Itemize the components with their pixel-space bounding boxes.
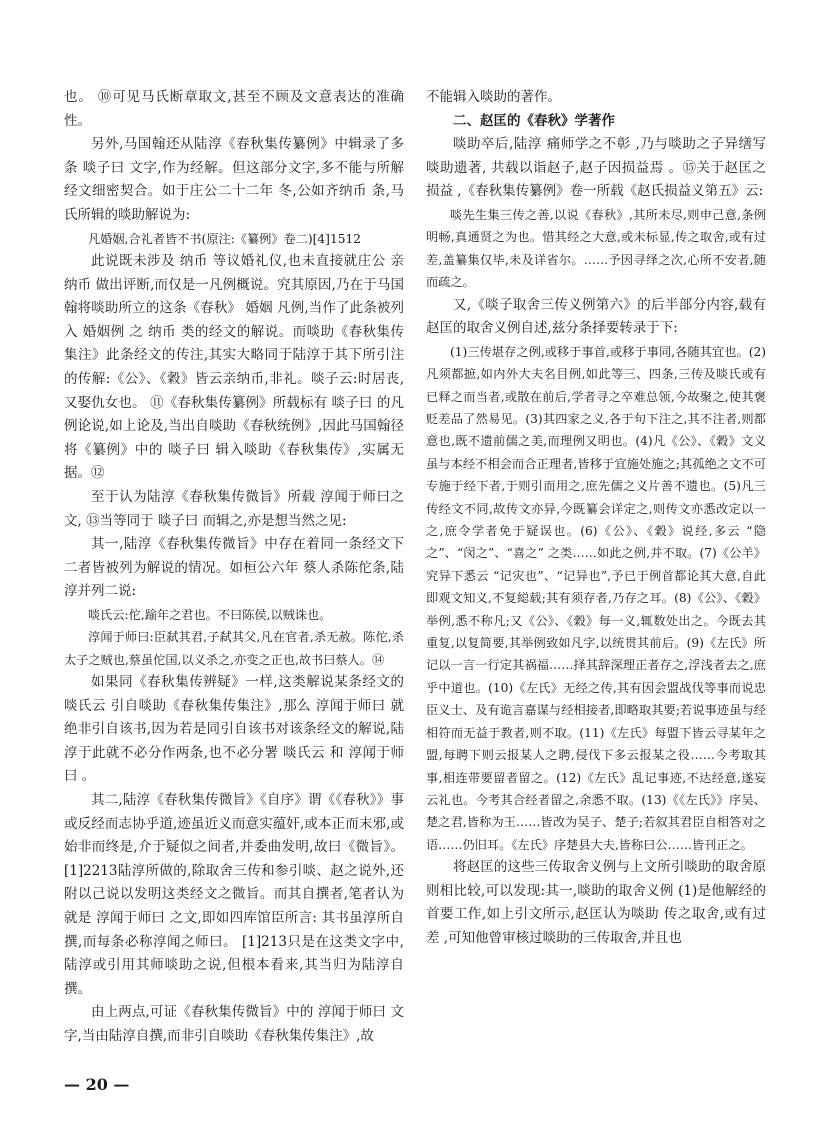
body-paragraph: 啖助卒后,陆淳 痛师学之不彰 ,乃与啖助之子异缮写啖助遗著, 共载以诣赵子,赵子因损益焉 。⑮关于赵匡之 损益 ,《春秋集传纂例》卷一所载《赵氏损益义第五》云: bbox=[426, 136, 766, 200]
left-column bbox=[64, 86, 404, 1049]
body-paragraph: 由上两点,可证《春秋集传微旨》中的 淳闻于师曰 文字,当由陆淳自撰,而非引自啖助《春秋集传集注》,故 bbox=[64, 1004, 404, 1044]
body-paragraph: 其一,陆淳《春秋集传微旨》中存在着同一条经文下二者皆被列为解说的情况。如桓公六年 蔡人杀陈佗条,陆淳并列二说: bbox=[64, 536, 404, 600]
body-paragraph: 又,《啖子取舍三传义例第六》的后半部分内容,载有赵匡的取舍义例自述,兹分条择要转录于下: bbox=[426, 296, 766, 337]
block-quote: 啖先生集三传之善,以说《春秋》,其所未尽,则申己意,条例明畅,真通贤之为也。惜其经之大意,或未标显,传之取舍,或有过差,盖纂集仅毕,未及详省尔。……予因寻绎之次,心所不安者,随而疏之。 bbox=[426, 207, 766, 290]
right-column bbox=[426, 86, 766, 951]
body-paragraph: 不能辑入啖助的著作。 bbox=[426, 89, 561, 105]
body-paragraph: 此说既未涉及 纳币 等议婚礼仪,也未直接就庄公 亲纳币 做出评断,而仅是一凡例概说。究其原因,乃在于马国翰将啖助所立的这条《春秋》 婚姻 凡例,当作了此条被列入 婚姻例 之 纳币 类的经文的解说。而啖助《春秋集传集注》此条经文的传注,其实大略同于陆淳于其下所引注的传解:《公》、《穀》皆云亲纳币,非礼。啖子云:时居丧,又娶仇女也。 ⑪《春秋集传纂例》所载标有 啖子曰 的凡例论说,如上论及,当出自啖助《春秋统例》,因此马国翰径将《纂例》中的 啖子曰 辑入啖助《春秋集传》,实属无据。⑫ bbox=[64, 252, 404, 482]
block-quote: 啖氏云:佗,踰年之君也。不曰陈侯,以贼诛也。 bbox=[88, 607, 332, 622]
section-heading: 二、赵匡的《春秋》学著作 bbox=[453, 112, 615, 129]
block-quote: (1)三传堪存之例,或移于事首,或移于事同,各随其宜也。(2)凡须都摭,如内外大夫名目例,如此等三、四条,三传及啖氏或有已释之而当者,或散在前后,学者寻之卒难总领,今故聚之,使其褒贬差品了然易见。(3)其四家之义,各于句下注之,其不注者,则都意也,既不遗前儒之美,而理例又明也。(4)凡《公》、《穀》文义虽与本经不相会而合正理者,皆移于宜施处施之;其孤绝之文不可专施于经下者,于则引而用之,庶先儒之义片善不遗也。(5)凡三传经文不同,故传文亦异,今既纂会详定之,则传文亦悉改定以一之,庶令学者免于疑误也。(6)《公》、《穀》说经,多云 “隐之”、“闵之”、“喜之” 之类……如此之例,并不取。(7)《公羊》 究异下悉云 “记灾也”、“记异也”,予已于例首都论其大意,自此即观文知义,不复縂载;其有须存者,乃存之耳。(8)《公》、《穀》举例,悉不称凡;又《公》、《穀》每一义,辄数处出之。今既去其重复,以复简要,其举例致如凡字,以统贯其前后。(9)《左氏》所记以一言一行定其祸福……择其辞深理正者存之,浮浅者去之,庶乎中道也。(10)《左氏》无经之传,其有因会盟战伐等事而说忠臣义士、及有诡言嘉谋与经相接者,即略取其要;若说事迹虽与经相符而无益于教者,则不取。(11)《左氏》每盟下皆云寻某年之盟,每聘下则云报某人之聘,侵伐下多云报某之役……今考取其事,相连带要留者留之。(12)《左氏》乱记事迹,不达经意,遂妄云礼也。今考其合经者留之,余悉不取。(13)《《左氏》》序吴、楚之君,皆称为王……皆改为吴子、楚子;若叙其君臣自相答对之语……仍旧耳。《左氏》序楚县大夫,皆称曰公……皆刊正之。 bbox=[426, 344, 766, 852]
body-paragraph: 至于认为陆淳《春秋集传微旨》所载 淳闻于师曰之文, ⑬当等同于 啖子曰 而辑之,亦是想当然之见: bbox=[64, 488, 404, 529]
block-quote: 凡婚姻,合礼者皆不书(原注:《纂例》卷二)[4]1512 bbox=[88, 231, 361, 246]
body-paragraph: 其二,陆淳《春秋集传微旨》《自序》谓《《春秋》》事或反经而志协乎道,迹虽近义而意实蕴奸,或本正而末邪,或始非而终是,介于疑似之间者,并委曲发明,故曰《微旨》。 [1]2213陆淳所做的,除取舍三传和参引啖、赵之说外,还附以己说以发明这类经文之微旨。而其自撰者,笔者认为就是 淳闻于师曰 之文,即如四库馆臣所言: 其书虽淳所自撰,而每条必称淳闻之师曰。 [1]213只是在这类文字中,陆淳或引用其师啖助之说,但根本看来,其当归为陆淳自撰。 bbox=[64, 792, 404, 997]
block-quote: 淳闻于师曰:臣弑其君,子弑其父,凡在官者,杀无赦。陈佗,杀太子之贼也,蔡虽佗国,以义杀之,亦变之正也,故书曰蔡人。⑭ bbox=[64, 630, 404, 667]
page-number: — 20 — bbox=[64, 1075, 130, 1094]
body-paragraph: 如果同《春秋集传辨疑》一样,这类解说某条经文的 啖氏云 引自啖助《春秋集传集注》,那么 淳闻于师曰 就绝非引自该书,因为若是同引自该书对该条经文的解说,陆淳于此就不必分作两条,也不必分署 啖氏云 和 淳闻于师曰 。 bbox=[64, 674, 404, 785]
body-paragraph: 也。 ⑩可见马氏断章取文,甚至不顾及文意表达的准确性。 bbox=[64, 89, 404, 129]
body-paragraph: 另外,马国翰还从陆淳《春秋集传纂例》中辑录了多条 啖子曰 文字,作为经解。但这部分文字,多不能与所解经文细密契合。如于庄公二十二年 冬,公如齐纳币 条,马氏所辑的啖助解说为: bbox=[64, 136, 404, 223]
body-paragraph: 将赵匡的这些三传取舍义例与上文所引啖助的取舍原则相比较,可以发现:其一,啖助的取舍义例 (1)是他解经的首要工作,如上引文所示,赵匡认为啖助 传之取舍,或有过差 ,可知他曾审核过啖助的三传取舍,并且也 bbox=[426, 859, 766, 946]
